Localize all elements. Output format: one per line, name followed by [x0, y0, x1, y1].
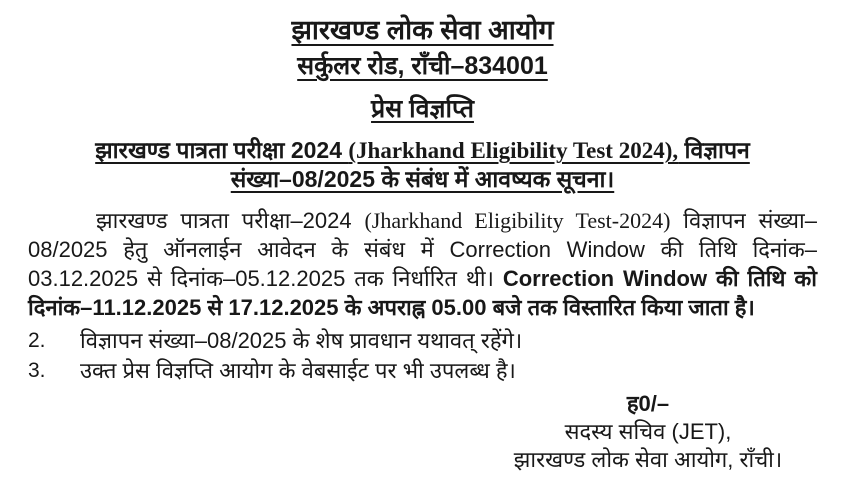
- subject-heading: [0, 136, 845, 194]
- list-item-number: 2.: [28, 329, 46, 352]
- para-part1: झारखण्ड पात्रता परीक्षा–2024: [96, 208, 365, 233]
- para-part2: विज्ञापन संख्या–08/2025 हेतु ऑनलाईन आवेदन के संबंध में: [28, 208, 817, 262]
- para-english2: Correction Window: [449, 237, 645, 262]
- list-item-number: 3.: [28, 359, 46, 382]
- list-item: [28, 356, 817, 386]
- numbered-list: [28, 326, 817, 386]
- subject-line-1: [0, 136, 845, 165]
- list-item-text: विज्ञापन संख्या–08/2025 के शेष प्रावधान यथावत् रहेंगे।: [80, 328, 523, 353]
- subject-line1-devanagari: झारखण्ड पात्रता परीक्षा 2024: [95, 137, 349, 163]
- document-type-heading: प्रेस विज्ञप्ति: [371, 95, 474, 123]
- para-part3: की तिथि दिनांक–03.12.2025 से दिनांक–05.12.2025 तक निर्धारित थी।: [28, 237, 817, 291]
- subject-line1-english: (Jharkhand Eligibility Test 2024),: [348, 138, 679, 163]
- signatory-designation: सदस्य सचिव (JET),: [564, 419, 732, 444]
- signature-mark: ह0/–: [626, 391, 670, 416]
- signatory-organization: झारखण्ड लोक सेवा आयोग, राँची।: [513, 447, 783, 472]
- organization-name: झारखण्ड लोक सेवा आयोग: [291, 15, 554, 45]
- document-header: [0, 0, 845, 126]
- signature-block: [503, 390, 793, 474]
- list-item: [28, 326, 817, 356]
- organization-address: सर्कुलर रोड, राँची–834001: [297, 52, 548, 80]
- body-paragraph: [28, 206, 817, 322]
- para-english1: (Jharkhand Eligibility Test-2024): [364, 208, 671, 233]
- para-bold-extension-notice: Correction Window की तिथि को दिनांक–11.12.2025 से 17.12.2025 के अपराह्न 05.00 बजे तक विस्तारित किया जाता है।: [28, 266, 817, 320]
- list-item-text: उक्त प्रेस विज्ञप्ति आयोग के वेबसाईट पर भी उपलब्ध है।: [80, 358, 516, 383]
- subject-line1-tail: विज्ञापन: [678, 137, 750, 163]
- subject-line-2: संख्या–08/2025 के संबंध में आवष्यक सूचना।: [230, 166, 615, 192]
